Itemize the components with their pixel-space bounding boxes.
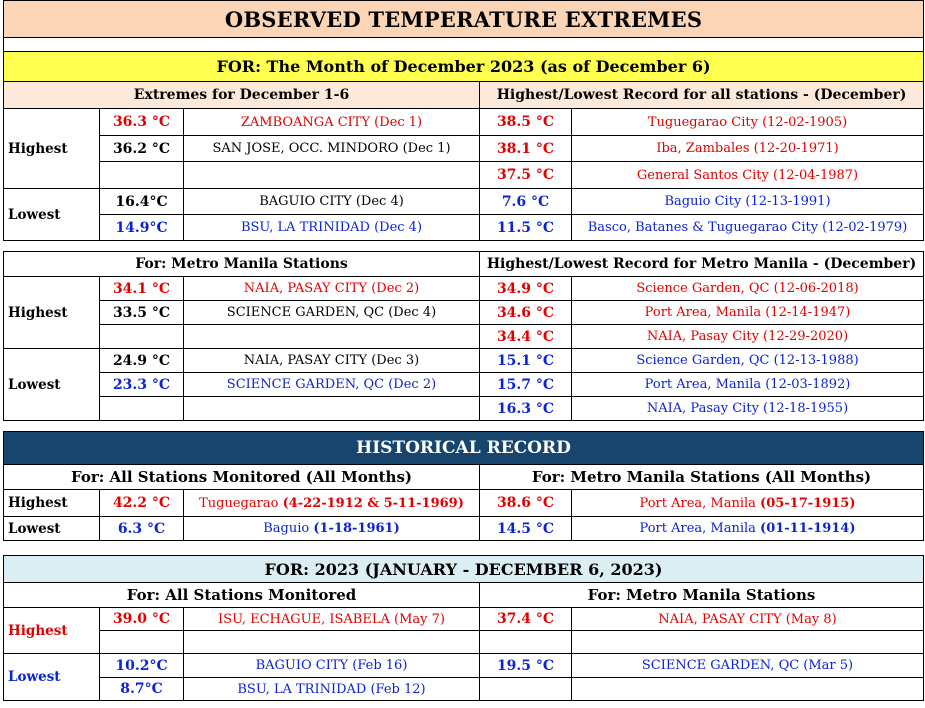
temp-value: 23.3 °C (100, 373, 184, 397)
record-station: NAIA, Pasay City (12-18-1955) (572, 397, 924, 421)
station-name: BAGUIO CITY (Dec 4) (184, 189, 480, 215)
station-name: SCIENCE GARDEN, QC (Dec 2) (184, 373, 480, 397)
temp-value: 33.5 °C (100, 301, 184, 325)
temperature-report (3, 0, 923, 701)
lowest-label: Lowest (4, 349, 100, 421)
temp-value: 36.2 °C (100, 136, 184, 162)
station-name: NAIA, PASAY CITY (Dec 2) (184, 277, 480, 301)
record-temp: 34.9 °C (480, 277, 572, 301)
record-station: Science Garden, QC (12-06-2018) (572, 277, 924, 301)
temp-value: 16.4°C (100, 189, 184, 215)
historical-record-table (3, 431, 924, 541)
temp-value: 39.0 °C (100, 608, 184, 631)
year-left-header: For: All Stations Monitored (4, 583, 480, 608)
record-station: Port Area, Manila (01-11-1914) (572, 517, 924, 541)
station-name: ISU, ECHAGUE, ISABELA (May 7) (184, 608, 480, 631)
empty-cell (184, 631, 480, 654)
empty-cell (184, 325, 480, 349)
historical-left-header: For: All Stations Monitored (All Months) (4, 465, 480, 490)
empty-cell (100, 397, 184, 421)
temp-value: 34.1 °C (100, 277, 184, 301)
record-station: Science Garden, QC (12-13-1988) (572, 349, 924, 373)
section1-right-header: Highest/Lowest Record for all stations - (December) (480, 82, 924, 109)
temp-value: 10.2°C (100, 654, 184, 678)
record-station: Port Area, Manila (05-17-1915) (572, 490, 924, 517)
record-station: NAIA, PASAY CITY (May 8) (572, 608, 924, 631)
record-temp: 19.5 °C (480, 654, 572, 678)
temp-value: 14.9°C (100, 215, 184, 241)
lowest-label: Lowest (4, 189, 100, 241)
temp-value: 24.9 °C (100, 349, 184, 373)
year-title: FOR: 2023 (JANUARY - DECEMBER 6, 2023) (4, 556, 924, 583)
record-station: Baguio City (12-13-1991) (572, 189, 924, 215)
record-station: Port Area, Manila (12-03-1892) (572, 373, 924, 397)
december-extremes-table (3, 0, 924, 241)
highest-label: Highest (4, 277, 100, 349)
empty-cell (480, 678, 572, 701)
temp-value: 42.2 °C (100, 490, 184, 517)
record-station: SCIENCE GARDEN, QC (Mar 5) (572, 654, 924, 678)
record-temp: 11.5 °C (480, 215, 572, 241)
metro-manila-table (3, 251, 924, 421)
station-name: NAIA, PASAY CITY (Dec 3) (184, 349, 480, 373)
empty-cell (100, 162, 184, 189)
temp-value: 6.3 °C (100, 517, 184, 541)
historical-right-header: For: Metro Manila Stations (All Months) (480, 465, 924, 490)
record-temp: 34.4 °C (480, 325, 572, 349)
record-temp: 34.6 °C (480, 301, 572, 325)
record-temp: 15.7 °C (480, 373, 572, 397)
year-2023-table (3, 555, 924, 701)
record-dates: (4-22-1912 & 5-11-1969) (282, 495, 464, 511)
historical-title: HISTORICAL RECORD (4, 432, 924, 465)
record-temp: 37.4 °C (480, 608, 572, 631)
record-temp: 38.5 °C (480, 109, 572, 136)
record-station: General Santos City (12-04-1987) (572, 162, 924, 189)
record-temp: 14.5 °C (480, 517, 572, 541)
highest-label: Highest (4, 608, 100, 654)
station-name: BSU, LA TRINIDAD (Feb 12) (184, 678, 480, 701)
record-temp: 15.1 °C (480, 349, 572, 373)
record-station: Tuguegarao City (12-02-1905) (572, 109, 924, 136)
record-temp: 16.3 °C (480, 397, 572, 421)
empty-cell (184, 162, 480, 189)
record-temp: 38.6 °C (480, 490, 572, 517)
empty-cell (572, 631, 924, 654)
record-station: Iba, Zambales (12-20-1971) (572, 136, 924, 162)
lowest-label: Lowest (4, 654, 100, 701)
record-temp: 37.5 °C (480, 162, 572, 189)
station-name: ZAMBOANGA CITY (Dec 1) (184, 109, 480, 136)
empty-cell (100, 631, 184, 654)
station-name: Baguio (1-18-1961) (184, 517, 480, 541)
record-station: Port Area, Manila (12-14-1947) (572, 301, 924, 325)
record-temp: 7.6 °C (480, 189, 572, 215)
empty-cell (572, 678, 924, 701)
station-name: BAGUIO CITY (Feb 16) (184, 654, 480, 678)
temp-value: 8.7°C (100, 678, 184, 701)
station-name: SCIENCE GARDEN, QC (Dec 4) (184, 301, 480, 325)
station-name: BSU, LA TRINIDAD (Dec 4) (184, 215, 480, 241)
section2-left-header: For: Metro Manila Stations (4, 252, 480, 277)
record-dates: (01-11-1914) (760, 521, 856, 536)
section2-right-header: Highest/Lowest Record for Metro Manila - (December) (480, 252, 924, 277)
record-dates: (1-18-1961) (313, 521, 400, 536)
record-station: NAIA, Pasay City (12-29-2020) (572, 325, 924, 349)
empty-cell (100, 325, 184, 349)
lowest-label: Lowest (4, 517, 100, 541)
empty-cell (480, 631, 572, 654)
record-temp: 38.1 °C (480, 136, 572, 162)
record-dates: (05-17-1915) (760, 495, 856, 511)
year-right-header: For: Metro Manila Stations (480, 583, 924, 608)
period-banner: FOR: The Month of December 2023 (as of December 6) (4, 52, 924, 82)
section1-left-header: Extremes for December 1-6 (4, 82, 480, 109)
report-title: OBSERVED TEMPERATURE EXTREMES (4, 1, 924, 38)
station-name: Tuguegarao (4-22-1912 & 5-11-1969) (184, 490, 480, 517)
record-station: Basco, Batanes & Tuguegarao City (12-02-1979) (572, 215, 924, 241)
highest-label: Highest (4, 490, 100, 517)
highest-label: Highest (4, 109, 100, 189)
station-name: SAN JOSE, OCC. MINDORO (Dec 1) (184, 136, 480, 162)
empty-cell (184, 397, 480, 421)
temp-value: 36.3 °C (100, 109, 184, 136)
